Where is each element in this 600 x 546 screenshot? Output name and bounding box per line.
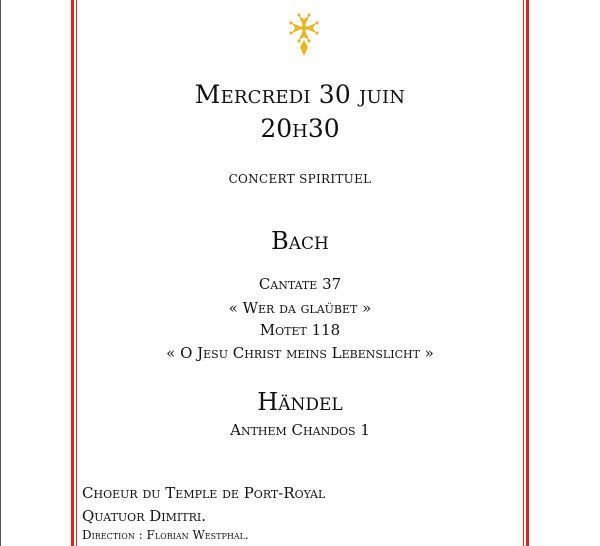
- work-line: Motet 118: [259, 321, 341, 339]
- performer-choir: Choeur du Temple de Port-Royal: [82, 484, 326, 502]
- work-line: « Wer da glaübet »: [228, 299, 372, 317]
- work-line: « O Jesu Christ meins Lebenslicht »: [166, 344, 434, 362]
- work-line: Cantate 37: [258, 275, 342, 293]
- work-line: Anthem Chandos 1: [230, 421, 370, 439]
- performer-direction: Direction : Florian Westphal.: [82, 528, 249, 542]
- event-time: 20h30: [260, 114, 340, 143]
- frame-right-border: [526, 0, 529, 546]
- huguenot-cross-icon: [284, 10, 324, 60]
- window-edge: [0, 0, 1, 546]
- event-date: Mercredi 30 juin: [194, 80, 406, 109]
- frame-right-inner-line: [523, 0, 524, 546]
- event-subtitle: CONCERT SPIRITUEL: [228, 172, 372, 186]
- composer-heading: Händel: [257, 388, 343, 416]
- performer-quartet: Quatuor Dimitri.: [82, 507, 206, 525]
- frame-left-border: [71, 0, 74, 546]
- composer-heading: Bach: [271, 227, 329, 255]
